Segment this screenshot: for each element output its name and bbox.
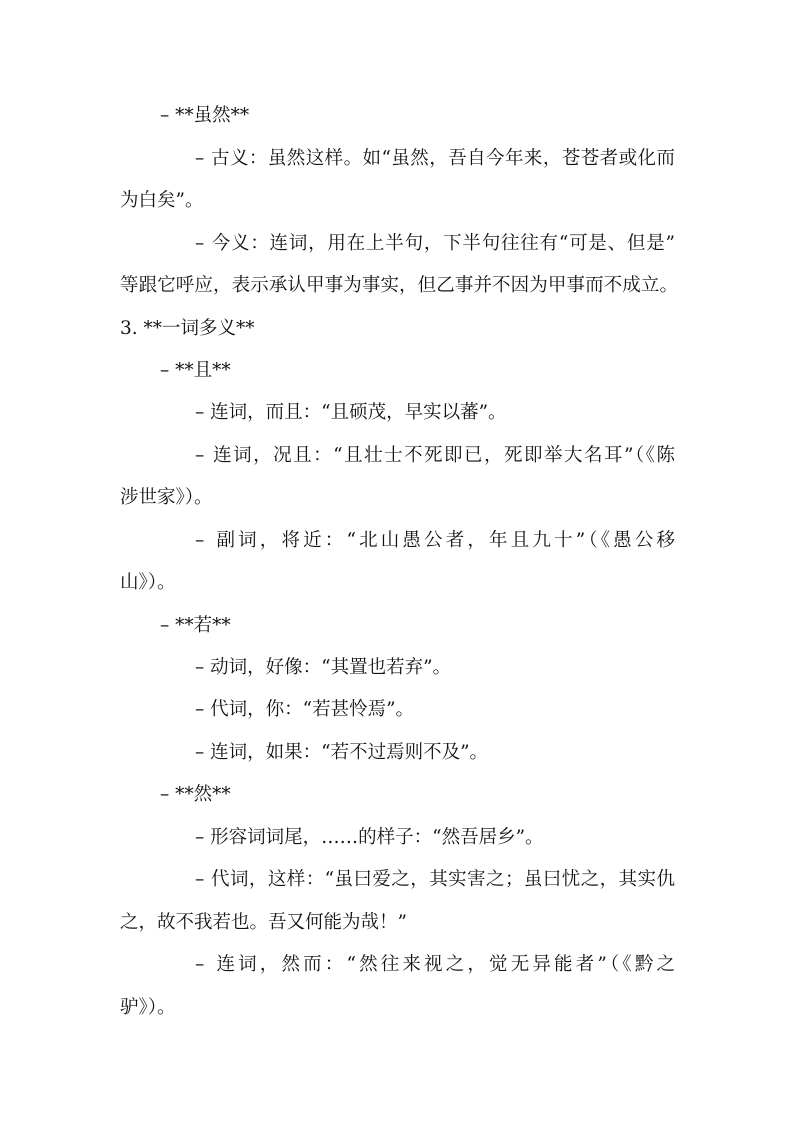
paragraph-line: – 今义：连词，用在上半句，下半句往往有“可是、但是” xyxy=(195,233,676,254)
paragraph-line: – 连词，如果：“若不过焉则不及”。 xyxy=(195,742,489,763)
paragraph-line: 驴》）。 xyxy=(120,997,176,1018)
paragraph-line: – 古义：虽然这样。如“虽然，吾自今年来，苍苍者或化而 xyxy=(195,148,676,169)
heading-suiran: – **虽然** xyxy=(160,105,250,126)
paragraph-line: – 连词，况且：“且壮士不死即已，死即举大名耳”（《陈 xyxy=(195,445,677,466)
paragraph-line: 之，故不我若也。吾又何能为哉！” xyxy=(120,912,407,933)
paragraph-line: 涉世家》）。 xyxy=(120,487,213,508)
paragraph-line: – 动词，好像：“其置也若弃”。 xyxy=(195,657,452,678)
paragraph-line: – 形容词词尾，……的样子：“然吾居乡”。 xyxy=(195,827,544,848)
section-heading-yiciduoyi: 3. **一词多义** xyxy=(120,318,255,339)
paragraph-line: – 连词，而且：“且硕茂，早实以蕃”。 xyxy=(195,402,507,423)
paragraph-line: 为白矣”。 xyxy=(120,190,204,211)
paragraph-line: 等跟它呼应，表示承认甲事为事实，但乙事并不因为甲事而不成立。 xyxy=(120,275,679,296)
paragraph-line: – 连词，然而：“然往来视之，觉无异能者”（《黔之 xyxy=(195,954,679,975)
heading-ran: – **然** xyxy=(160,784,231,805)
paragraph-line: – 代词，你：“若甚怜焉”。 xyxy=(195,699,415,720)
paragraph-line: – 副词，将近：“北山愚公者，年且九十”（《愚公移 xyxy=(195,530,679,551)
heading-ruo: – **若** xyxy=(160,615,231,636)
paragraph-line: – 代词，这样：“虽曰爱之，其实害之；虽曰忧之，其实仇 xyxy=(195,869,676,890)
paragraph-line: 山》）。 xyxy=(120,572,176,593)
heading-qie: – **且** xyxy=(160,360,231,381)
